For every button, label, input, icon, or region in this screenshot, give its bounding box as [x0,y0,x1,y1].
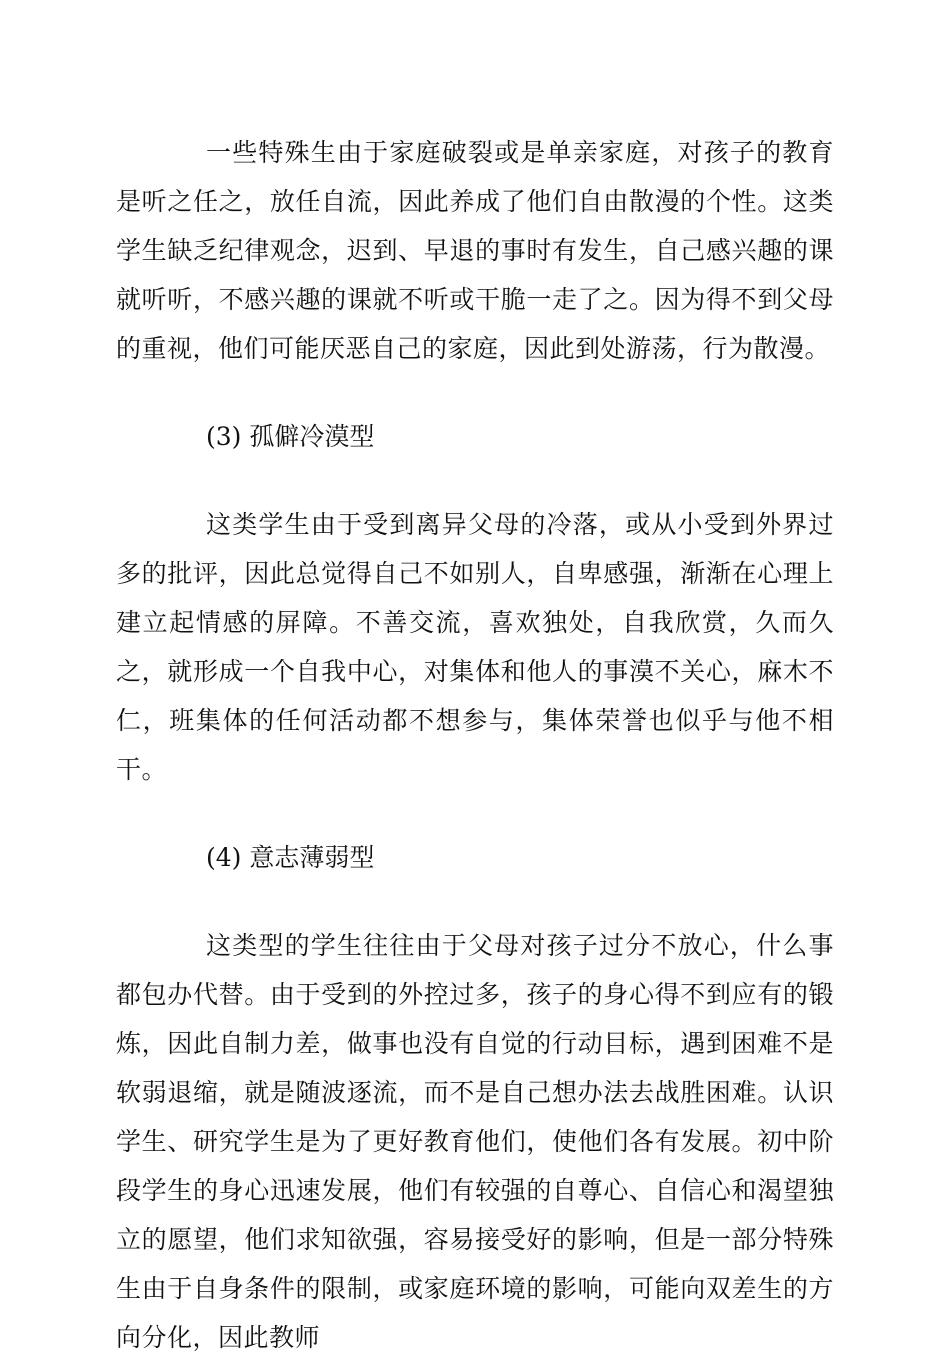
paragraph-family-breakdown: 一些特殊生由于家庭破裂或是单亲家庭，对孩子的教育是听之任之，放任自流，因此养成了他们自由散漫的个性。这类学生缺乏纪律观念，迟到、早退的事时有发生，自己感兴趣的课就听听，不感兴趣的课就不听或干脆一走了之。因为得不到父母的重视，他们可能厌恶自己的家庭，因此到处游荡，行为散漫。 [116,138,834,363]
paragraph-weak-will-type: 这类型的学生往往由于父母对孩子过分不放心，什么事都包办代替。由于受到的外控过多，孩子的身心得不到应有的锻炼，因此自制力差，做事也没有自觉的行动目标，遇到困难不是软弱退缩，就是随波逐流，而不是自己想办法去战胜困难。认识学生、研究学生是为了更好教育他们，使他们各有发展。初中阶段学生的身心迅速发展，他们有较强的自尊心、自信心和渴望独立的愿望，他们求知欲强，容易接受好的影响，但是一部分特殊生由于自身条件的限制，或家庭环境的影响，可能向双差生的方向分化，因此教师 [116,931,834,1352]
document-body [116,128,834,1362]
paragraph-withdrawn-type: 这类学生由于受到离异父母的冷落，或从小受到外界过多的批评，因此总觉得自己不如别人，自卑感强，渐渐在心理上建立起情感的屏障。不善交流，喜欢独处，自我欣赏，久而久之，就形成一个自我中心，对集体和他人的事漠不关心，麻木不仁，班集体的任何活动都不想参与，集体荣誉也似乎与他不相干。 [116,510,834,784]
section-heading-weak-will-type: (4) 意志薄弱型 [206,843,375,872]
section-heading-withdrawn-type: (3) 孤僻冷漠型 [206,422,375,451]
